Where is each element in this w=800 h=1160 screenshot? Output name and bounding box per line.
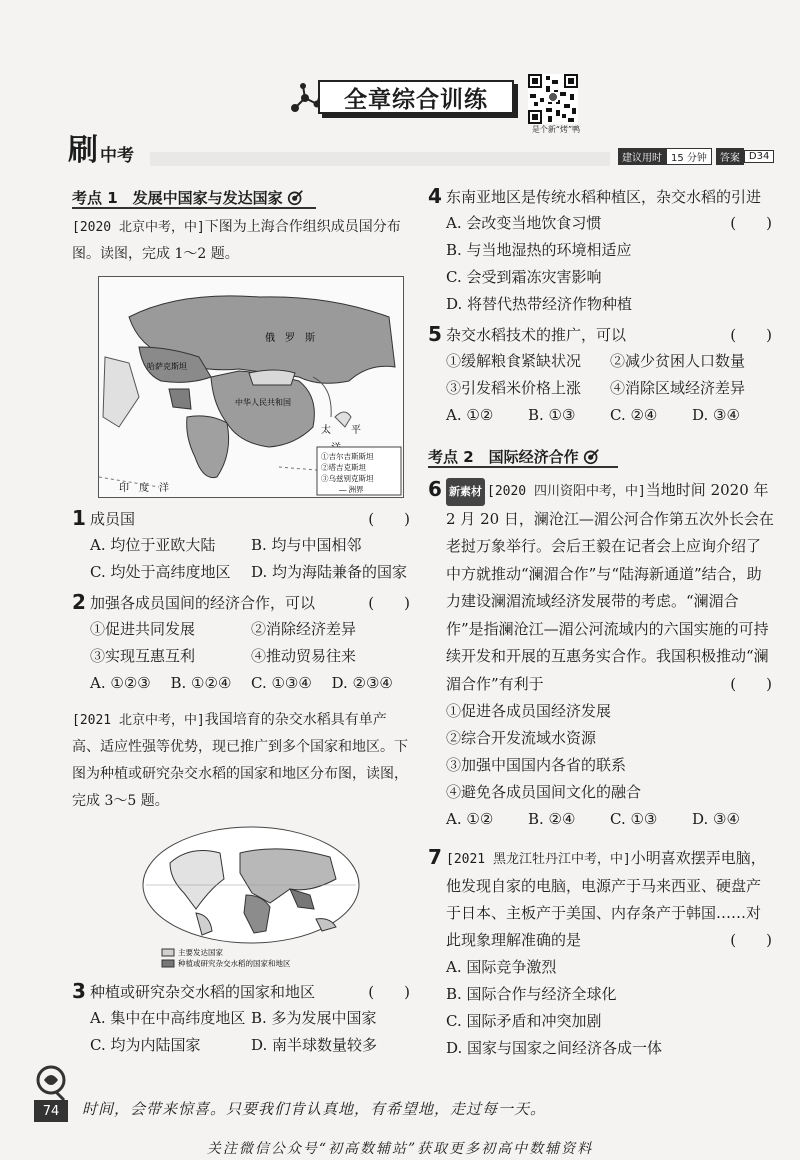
- q2-item-2: ②消除经济差异: [251, 620, 357, 638]
- question-5-number: 5: [428, 322, 442, 346]
- intro-1: [72, 214, 412, 268]
- map1-label-china: 中华人民共和国: [235, 398, 291, 407]
- question-3: [72, 979, 412, 1059]
- q2-option-c[interactable]: C. ①③④: [251, 674, 312, 692]
- key-point-underline: [72, 207, 316, 209]
- q5-item-3: ③引发稻米价格上涨: [446, 379, 582, 397]
- chapter-title: 全章综合训练: [318, 80, 514, 114]
- intro-2-text: 我国培育的杂交水稻具有单产高、适应性强等优势，现已推广到多个国家和地区。下图为种植或研究杂交水稻的国家和地区分布图，读图，完成 3～5 题。: [72, 712, 408, 809]
- left-column: [72, 184, 412, 1059]
- q6-item-1: ①促进各成员国经济发展: [446, 702, 612, 720]
- intro-1-text: 下图为上海合作组织成员国分布图。读图，完成 1～2 题。: [72, 219, 401, 262]
- question-4: [428, 184, 774, 318]
- q6-item-3: ③加强中国国内各省的联系: [446, 756, 627, 774]
- sco-member-map: [98, 276, 404, 498]
- question-2: [72, 590, 412, 697]
- map1-label-kazakhstan: 哈萨克斯坦: [147, 362, 187, 371]
- target-check-icon: [287, 189, 304, 206]
- question-6-answer-blank[interactable]: ( ): [730, 674, 772, 693]
- question-6: [428, 477, 774, 833]
- q1-option-a[interactable]: A. 均位于亚欧大陆: [90, 536, 216, 554]
- q7-option-d[interactable]: D. 国家与国家之间经济各成一体: [446, 1039, 663, 1057]
- key-point-2-title: 考点 2 国际经济合作: [428, 447, 579, 466]
- q5-item-2: ②减少贫困人口数量: [610, 352, 746, 370]
- q6-option-b[interactable]: B. ②④: [528, 810, 576, 828]
- intro-1-source: [2020 北京中考，中]: [72, 220, 205, 235]
- time-value: 15 分钟: [666, 148, 712, 165]
- question-3-number: 3: [72, 979, 86, 1003]
- key-point-2: [428, 443, 774, 469]
- intro-2: [72, 707, 412, 815]
- key-point-1: [72, 184, 412, 210]
- bottom-note: 关注微信公众号“初高数辅站”获取更多初高中数辅资料: [206, 1141, 594, 1157]
- q2-option-b[interactable]: B. ①②④: [170, 674, 232, 692]
- question-2-number: 2: [72, 590, 86, 614]
- q5-option-c[interactable]: C. ②④: [610, 406, 658, 424]
- q2-item-3: ③实现互惠互利: [90, 647, 196, 665]
- q3-option-c[interactable]: C. 均为内陆国家: [90, 1036, 201, 1054]
- q5-option-b[interactable]: B. ①③: [528, 406, 576, 424]
- question-7-stem: 小明喜欢摆弄电脑，他发现自家的电脑，电源产于马来西亚、硬盘产于日本、主板产于美国、内存条产于韩国……对此现象理解准确的是: [446, 849, 766, 949]
- q1-option-b[interactable]: B. 均与中国相邻: [251, 536, 362, 554]
- q4-option-b[interactable]: B. 与当地湿热的环境相适应: [446, 241, 632, 259]
- time-tag: [618, 148, 778, 164]
- q6-item-2: ②综合开发流域水资源: [446, 729, 597, 747]
- section-brand: [68, 133, 134, 168]
- q6-option-d[interactable]: D. ③④: [692, 810, 740, 828]
- q4-option-d[interactable]: D. 将替代热带经济作物种植: [446, 295, 633, 313]
- question-6-source: [2020 四川资阳中考，中]: [487, 484, 646, 499]
- hybrid-rice-map: [140, 823, 362, 973]
- map1-label-pacific: 太 平: [321, 425, 361, 436]
- question-7-source: [2021 黑龙江牡丹江中考，中]: [446, 852, 631, 867]
- question-1-answer-blank[interactable]: ( ): [368, 510, 410, 528]
- question-4-stem: 东南亚地区是传统水稻种植区，杂交水稻的引进: [446, 188, 762, 206]
- question-1-stem: 成员国: [90, 510, 136, 528]
- question-7-answer-blank[interactable]: ( ): [730, 931, 772, 949]
- new-material-badge: 新素材: [446, 478, 485, 506]
- q6-option-c[interactable]: C. ①③: [610, 810, 658, 828]
- q3-option-d[interactable]: D. 南半球数量较多: [251, 1036, 378, 1054]
- q3-option-b[interactable]: B. 多为发展中国家: [251, 1009, 377, 1027]
- q5-item-1: ①缓解粮食紧缺状况: [446, 352, 582, 370]
- question-4-number: 4: [428, 184, 442, 208]
- rice-map-graphic: [140, 823, 362, 973]
- answer-label: 答案: [716, 148, 744, 165]
- map1-legend-1: ①吉尔吉斯斯坦: [321, 452, 374, 461]
- qr-code-icon[interactable]: [528, 74, 578, 124]
- q1-option-d[interactable]: D. 均为海陆兼备的国家: [251, 563, 408, 581]
- publisher-logo-icon: [34, 1062, 68, 1102]
- question-5-stem: 杂交水稻技术的推广，可以: [446, 326, 627, 344]
- brand-big: 刷: [68, 133, 98, 168]
- map1-legend-3: ③乌兹别克斯坦: [321, 474, 374, 483]
- qr-caption: 是个新“烤”鸭: [531, 125, 581, 134]
- question-2-stem: 加强各成员国间的经济合作，可以: [90, 594, 316, 612]
- q3-option-a[interactable]: A. 集中在中高纬度地区: [90, 1009, 246, 1027]
- question-4-answer-blank[interactable]: ( ): [730, 214, 772, 232]
- map1-legend-2: ②塔吉克斯坦: [321, 463, 366, 472]
- q7-option-c[interactable]: C. 国际矛盾和冲突加剧: [446, 1012, 602, 1030]
- page-number: 74: [34, 1100, 68, 1122]
- question-6-number: 6: [428, 477, 442, 501]
- map1-legend-4: — 洲界: [339, 485, 364, 494]
- question-7: [428, 845, 774, 1062]
- q5-option-d[interactable]: D. ③④: [692, 406, 740, 424]
- right-column: [428, 184, 774, 1062]
- time-label: 建议用时: [618, 148, 666, 165]
- header-rule: [150, 152, 610, 166]
- question-7-number: 7: [428, 845, 442, 869]
- q1-option-c[interactable]: C. 均处于高纬度地区: [90, 563, 231, 581]
- footer-motto: 时间，会带来惊喜。只要我们肯认真地，有希望地，走过每一天。: [82, 1100, 547, 1118]
- map2-legend-2: 种植或研究杂交水稻的国家和地区: [178, 959, 291, 968]
- answer-value: D34: [744, 150, 774, 163]
- q4-option-a[interactable]: A. 会改变当地饮食习惯: [446, 214, 602, 232]
- map1-label-indian-ocean: 印 度 洋: [119, 483, 169, 494]
- question-5: [428, 322, 774, 429]
- q2-option-d[interactable]: D. ②③④: [331, 674, 393, 692]
- question-5-answer-blank[interactable]: ( ): [730, 326, 772, 344]
- brand-small: 中考: [100, 146, 134, 166]
- map2-legend-1: 主要发达国家: [178, 948, 223, 957]
- map1-label-russia: 俄 罗 斯: [265, 333, 315, 344]
- sco-map-graphic: [99, 277, 403, 497]
- question-3-answer-blank[interactable]: ( ): [368, 983, 410, 1001]
- q2-item-4: ④推动贸易往来: [251, 647, 357, 665]
- q6-option-a[interactable]: A. ①②: [446, 810, 494, 828]
- intro-2-source: [2021 北京中考，中]: [72, 713, 205, 728]
- q7-option-b[interactable]: B. 国际合作与经济全球化: [446, 985, 617, 1003]
- question-1: [72, 506, 412, 586]
- question-3-stem: 种植或研究杂交水稻的国家和地区: [90, 983, 316, 1001]
- question-2-answer-blank[interactable]: ( ): [368, 594, 410, 612]
- question-6-stem: 当地时间 2020 年 2 月 20 日，澜沧江—湄公河合作第五次外长会在老挝万象举行。会后王毅在记者会上应询介绍了中方就推动“澜湄合作”与“陆海新通道”结合，助力建设澜湄流域经济发展带的考虑。“澜湄合作”是指澜沧江—湄公河流域内的六国实施的可持续开发和开展的互惠务实合作。我国积极推动“澜湄合作”有利于: [446, 481, 774, 693]
- target-check-icon: [583, 448, 600, 465]
- q6-item-4: ④避免各成员国间文化的融合: [446, 783, 642, 801]
- question-1-number: 1: [72, 506, 86, 530]
- q5-option-a[interactable]: A. ①②: [446, 406, 494, 424]
- q2-item-1: ①促进共同发展: [90, 620, 196, 638]
- key-point-underline: [428, 466, 618, 468]
- key-point-1-title: 考点 1 发展中国家与发达国家: [72, 188, 283, 207]
- q4-option-c[interactable]: C. 会受到霜冻灾害影响: [446, 268, 602, 286]
- q2-option-a[interactable]: A. ①②③: [90, 674, 151, 692]
- q5-item-4: ④消除区域经济差异: [610, 379, 746, 397]
- q7-option-a[interactable]: A. 国际竞争激烈: [446, 958, 557, 976]
